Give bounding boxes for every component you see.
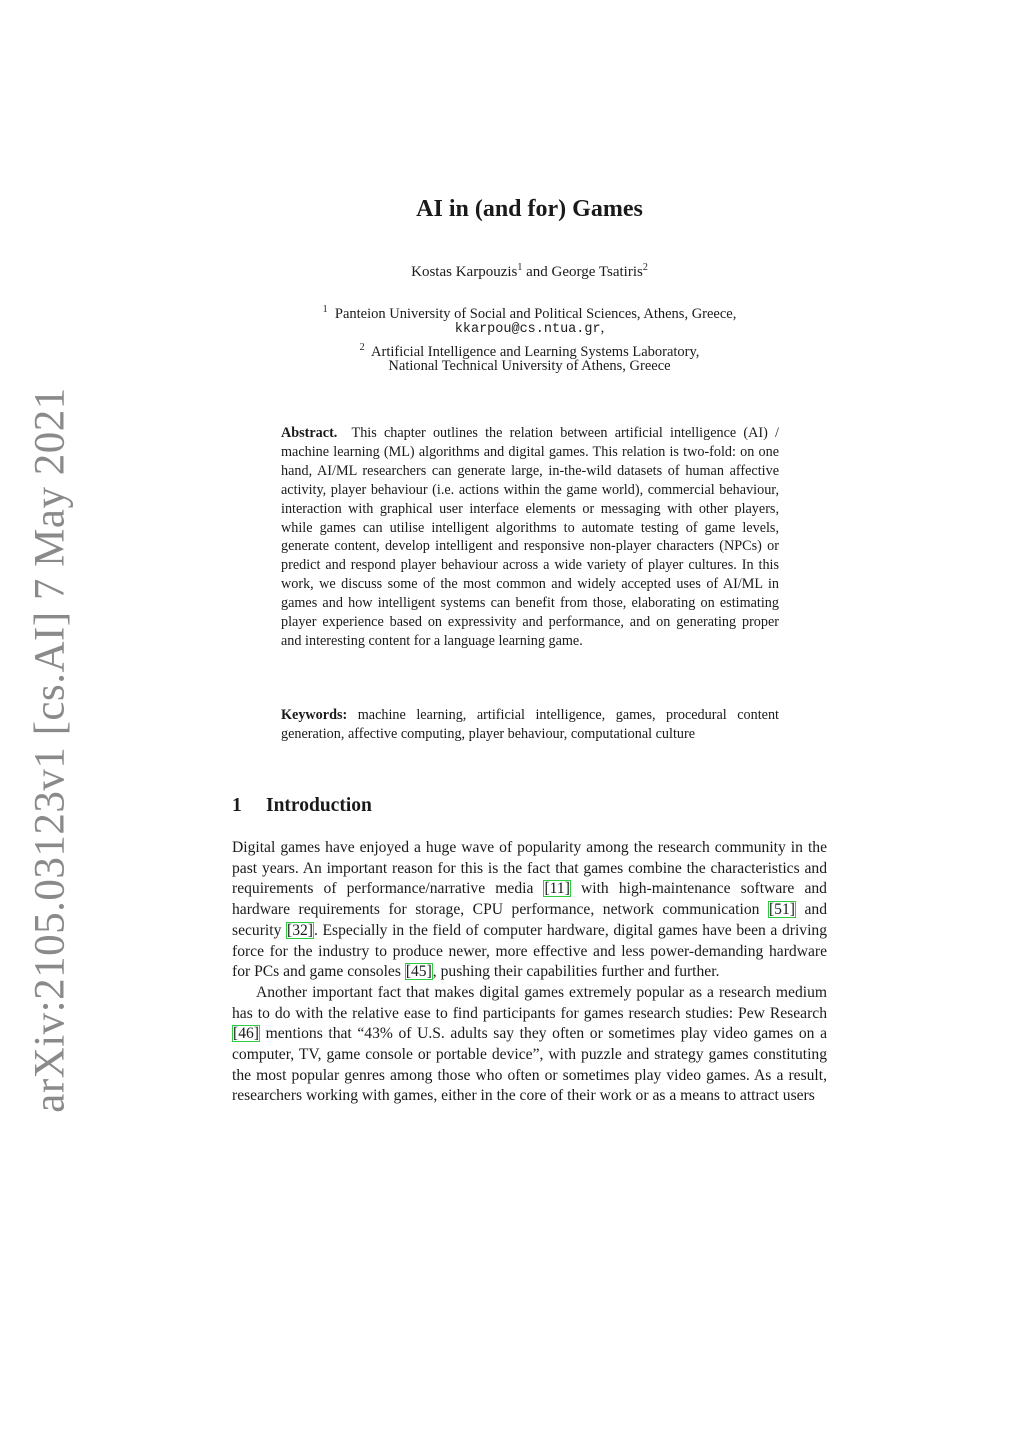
paper-title: AI in (and for) Games — [416, 196, 643, 222]
section-number: 1 — [232, 795, 242, 816]
introduction-body — [232, 838, 827, 1107]
author-list — [0, 262, 1024, 281]
affiliation-text: Artificial Intelligence and Learning Systems Laboratory, — [371, 343, 700, 360]
affiliation-email-line — [0, 319, 1024, 339]
paragraph — [232, 838, 827, 983]
paragraph — [232, 983, 827, 1107]
abstract-block — [281, 424, 779, 651]
author-affiliation-mark: 2 — [642, 262, 648, 273]
author-email[interactable]: kkarpou@cs.ntua.gr — [454, 322, 601, 337]
citation-link[interactable]: [45] — [405, 963, 432, 981]
abstract-text: This chapter outlines the relation between artificial intelligence (AI) / machine learning (ML) algorithms and digital games. This relation is two-fold: on one hand, AI/ML researchers can generate large, in-the-wild datasets of human affective activity, player behaviour (i.e. actions within the game world), commercial behaviour, interaction with graphical user interface elements or messaging with other players, while games can utilise intelligent algorithms to automate testing of game levels, generate content, develop intelligent and responsive non-player characters (NPCs) or predict and respond player behaviour across a wide variety of player cultures. In this work, we discuss some of the most common and widely accepted uses of AI/ML in games and how intelligent systems can benefit from those, elaborating on estimating player experience based on expressivity and performance, and on generating proper and interesting content for a language learning game. — [281, 425, 779, 649]
paragraph-text: and security — [232, 901, 827, 939]
citation-link[interactable]: [51] — [768, 901, 795, 919]
affiliation-text: National Technical University of Athens, Greece — [388, 358, 671, 374]
author-name: Kostas Karpouzis — [411, 264, 518, 280]
section-title: Introduction — [266, 795, 372, 816]
paragraph-text: mentions that “43% of U.S. adults say they often or sometimes play video games on a computer, TV, game console or portable device”, with puzzle and strategy games constituting the most popular genres among those who often or sometimes play video games. As a result, researchers working with games, either in the core of their work or as a means to attract users — [232, 1025, 827, 1105]
paragraph-text: . Especially in the field of computer hardware, digital games have been a driving force for the industry to produce newer, more effective and less power-demanding hardware for PCs and game consoles — [232, 921, 827, 981]
paragraph-text: with high-maintenance software and hardware requirements for storage, CPU performance, network communication — [232, 880, 827, 919]
citation-link[interactable]: [46] — [233, 1025, 259, 1043]
section-heading — [232, 795, 372, 817]
paragraph-text: Another important fact that makes digital games extremely popular as a research medium has to do with the relative ease to find participants for games research studies: Pew Research — [232, 983, 827, 1022]
abstract-label: Abstract. — [281, 425, 338, 441]
author-conjunction: and — [522, 264, 552, 280]
affiliation-text: Panteion University of Social and Political Sciences, Athens, Greece, — [334, 305, 737, 322]
arxiv-identifier: arXiv:2105.03123v1 [cs.AI] 7 May 2021 — [26, 387, 74, 1113]
author-affiliation-mark: 1 — [517, 262, 523, 273]
email-trail: , — [600, 320, 605, 336]
keywords-text: machine learning, artificial intelligence, games, procedural content generation, affective computing, player behaviour, computational culture — [281, 707, 779, 742]
keywords-label: Keywords: — [281, 707, 348, 723]
affiliation-mark: 1 — [322, 304, 328, 315]
citation-link[interactable]: [11] — [544, 880, 570, 898]
author-name: George Tsatiris — [551, 264, 643, 280]
affiliation-2-cont — [0, 357, 1024, 376]
citation-link[interactable]: [32] — [287, 921, 313, 939]
keywords-block — [281, 706, 779, 744]
paragraph-text: , pushing their capabilities further and further. — [432, 963, 720, 981]
paragraph-text: Digital games have enjoyed a huge wave of popularity among the research community in the past years. An important reason for this is the fact that games combine the characteristics and requirements of performance/narrative media — [232, 839, 827, 898]
affiliation-mark: 2 — [359, 342, 365, 353]
